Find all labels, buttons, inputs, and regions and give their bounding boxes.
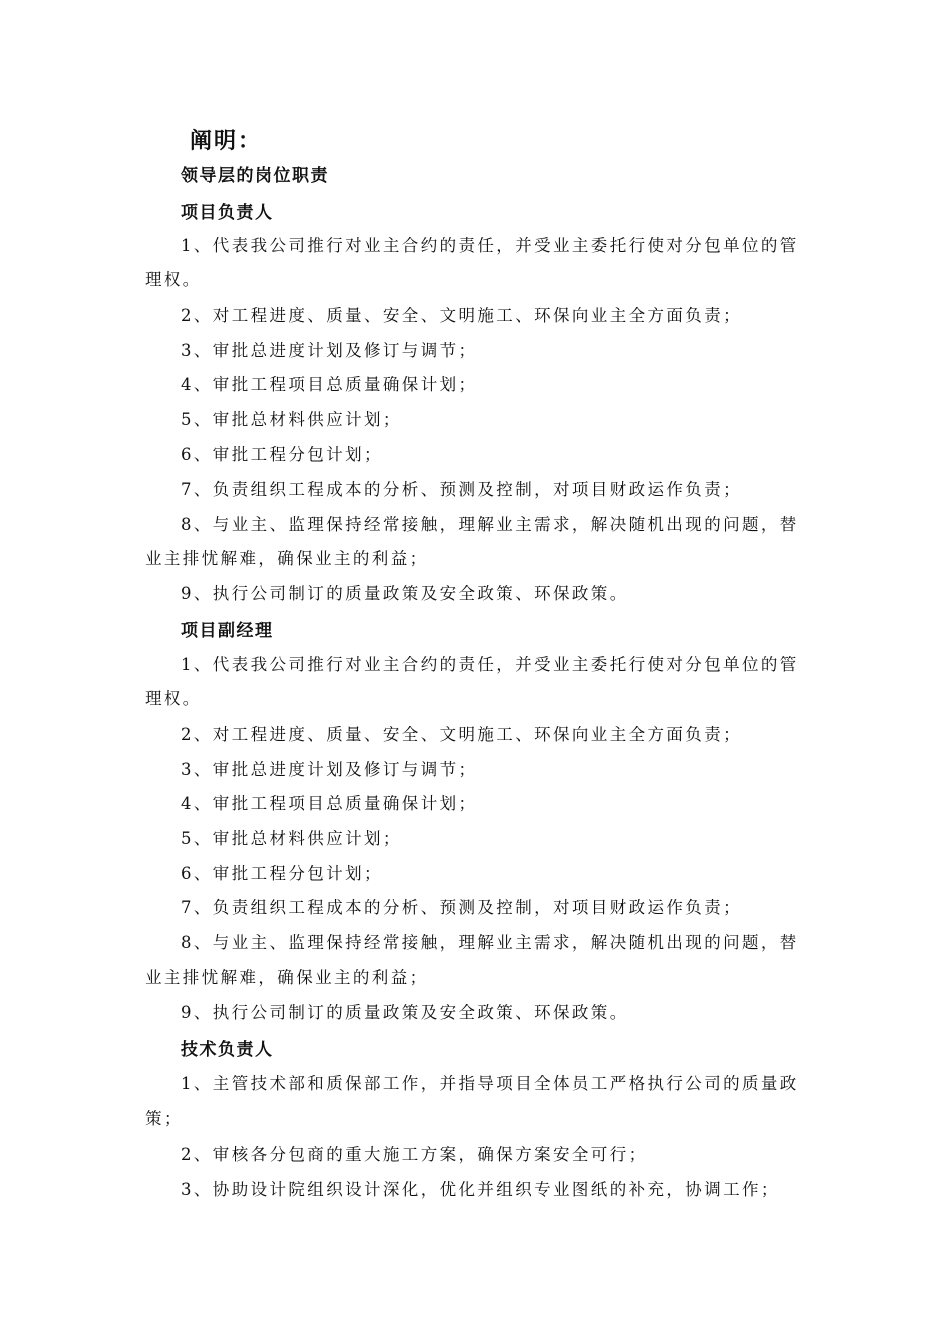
list-item: 4、审批工程项目总质量确保计划； — [181, 794, 478, 813]
section-heading-project-manager: 项目负责人 — [181, 203, 274, 223]
list-item: 2、对工程进度、质量、安全、文明施工、环保向业主全方面负责； — [181, 306, 742, 325]
list-item: 1、代表我公司推行对业主合约的责任，并受业主委托行使对分包单位的管 — [181, 655, 799, 674]
list-item-continuation: 策； — [145, 1109, 183, 1128]
list-item: 3、审批总进度计划及修订与调节； — [181, 341, 478, 360]
list-item: 7、负责组织工程成本的分析、预测及控制，对项目财政运作负责； — [181, 480, 742, 499]
list-item: 3、审批总进度计划及修订与调节； — [181, 760, 478, 779]
list-item: 2、对工程进度、质量、安全、文明施工、环保向业主全方面负责； — [181, 725, 742, 744]
list-item: 1、代表我公司推行对业主合约的责任，并受业主委托行使对分包单位的管 — [181, 236, 799, 255]
list-item: 2、审核各分包商的重大施工方案，确保方案安全可行； — [181, 1145, 648, 1164]
list-item: 6、审批工程分包计划； — [181, 864, 383, 883]
list-item: 1、主管技术部和质保部工作，并指导项目全体员工严格执行公司的质量政 — [181, 1074, 799, 1093]
list-item-continuation: 理权。 — [145, 270, 202, 289]
list-item: 7、负责组织工程成本的分析、预测及控制，对项目财政运作负责； — [181, 898, 742, 917]
section-heading-leadership: 领导层的岗位职责 — [181, 166, 329, 186]
list-item: 4、审批工程项目总质量确保计划； — [181, 375, 478, 394]
list-item-continuation: 理权。 — [145, 689, 202, 708]
page-title: 阐明： — [190, 128, 263, 154]
list-item: 6、审批工程分包计划； — [181, 445, 383, 464]
section-heading-technical-lead: 技术负责人 — [181, 1040, 274, 1060]
list-item: 5、审批总材料供应计划； — [181, 829, 402, 848]
list-item: 5、审批总材料供应计划； — [181, 410, 402, 429]
list-item: 8、与业主、监理保持经常接触，理解业主需求，解决随机出现的问题，替 — [181, 515, 799, 534]
list-item: 9、执行公司制订的质量政策及安全政策、环保政策。 — [181, 1003, 629, 1022]
list-item-continuation: 业主排忧解难，确保业主的利益； — [145, 968, 429, 987]
list-item: 8、与业主、监理保持经常接触，理解业主需求，解决随机出现的问题，替 — [181, 933, 799, 952]
list-item: 9、执行公司制订的质量政策及安全政策、环保政策。 — [181, 584, 629, 603]
section-heading-deputy-manager: 项目副经理 — [181, 621, 274, 641]
list-item-continuation: 业主排忧解难，确保业主的利益； — [145, 549, 429, 568]
list-item: 3、协助设计院组织设计深化，优化并组织专业图纸的补充，协调工作； — [181, 1180, 780, 1199]
